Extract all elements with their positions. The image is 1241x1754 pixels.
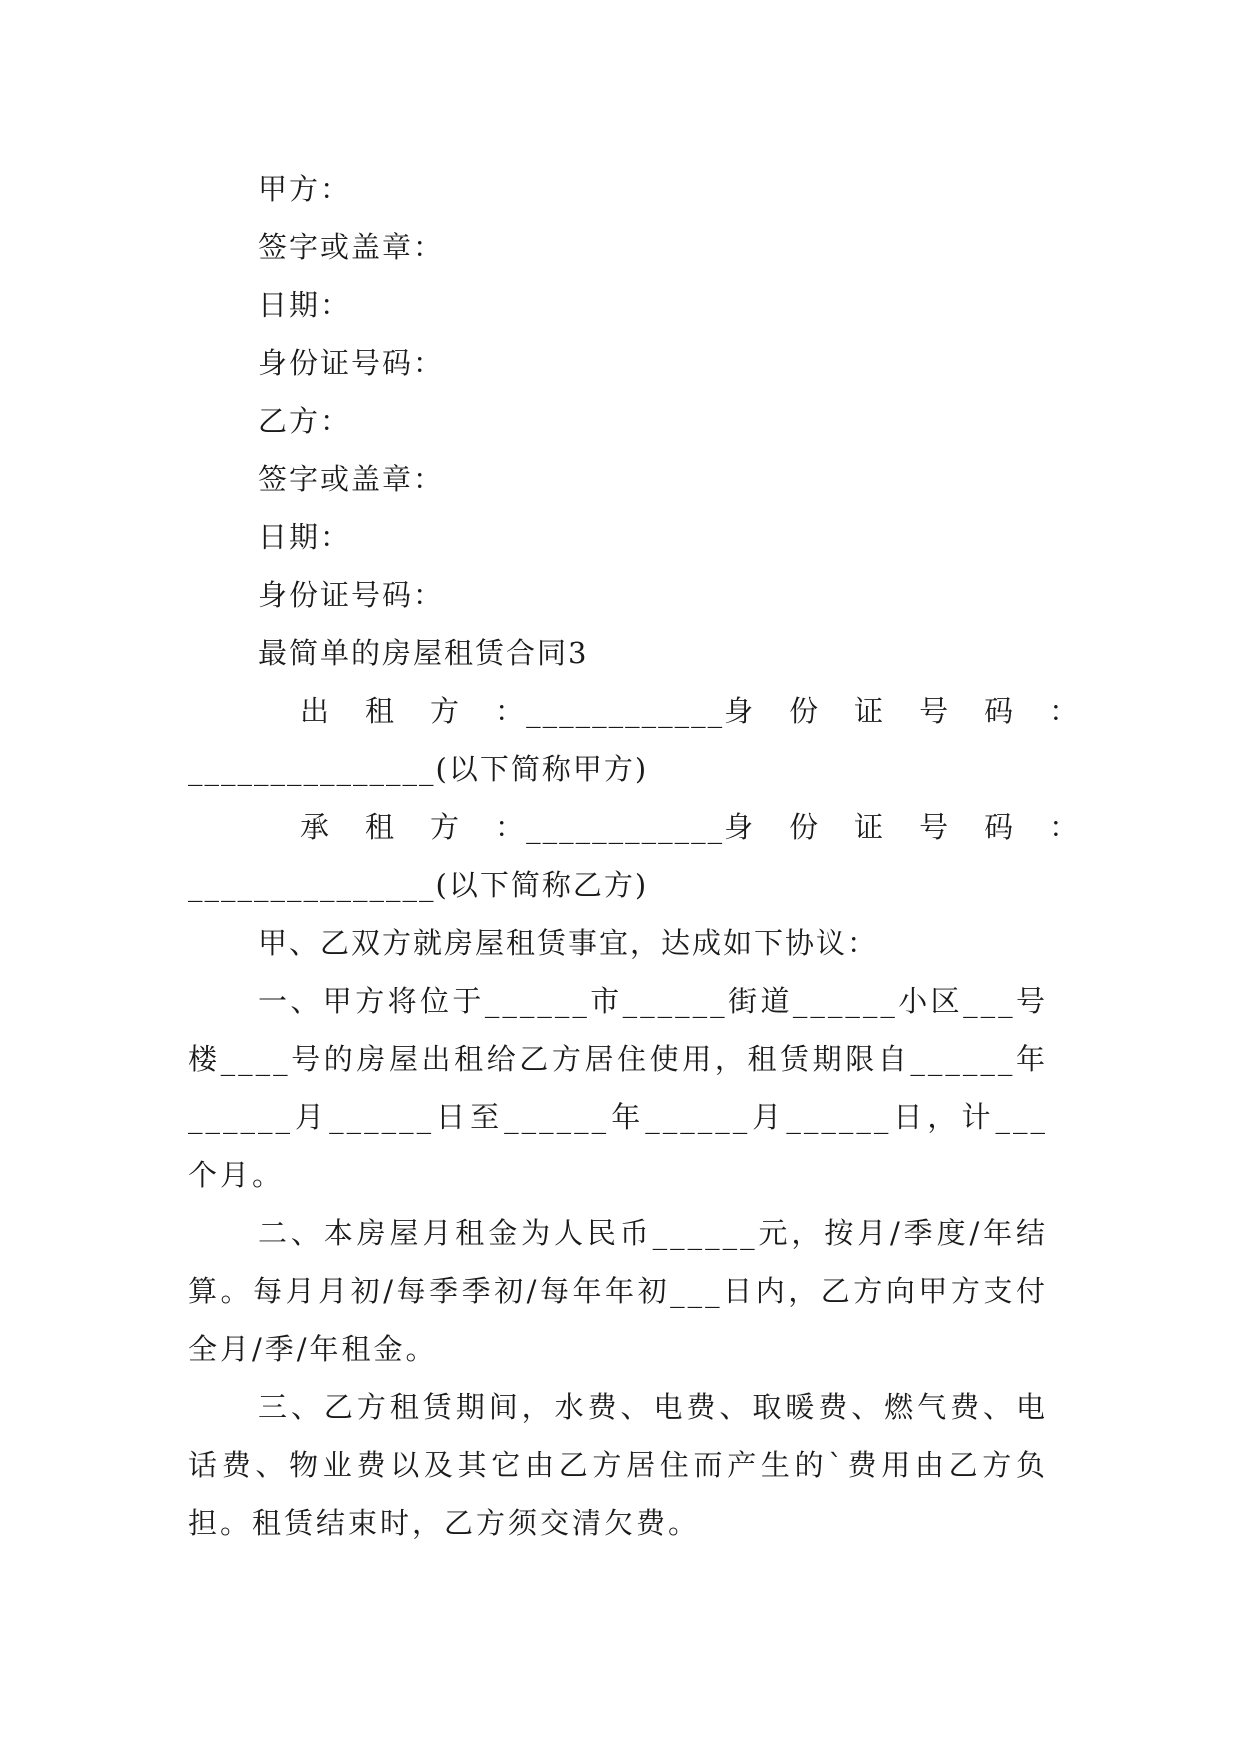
party-a-date: 日期：: [258, 288, 352, 322]
lessor-label: 出 租 方 ：: [300, 694, 527, 728]
lessee-label: 承 租 方 ：: [300, 810, 527, 844]
party-a-label: 甲方：: [258, 172, 352, 206]
party-b-label: 乙方：: [258, 404, 352, 438]
clause-1: 一、甲方将位于______市______街道______小区___号楼____号的房屋出租给乙方居住使用，租赁期限自______年______月______日至______年______月______日，计___个月。: [188, 984, 1048, 1192]
contract-title: 最简单的房屋租赁合同3: [258, 636, 589, 670]
lessor-id-label: 身 份 证 号 码 ：: [724, 694, 1081, 728]
party-b-date: 日期：: [258, 520, 352, 554]
lessor-name-blank: ____________: [526, 694, 725, 728]
lessee-row: [188, 798, 1081, 856]
party-a-signature: 签字或盖章：: [258, 230, 445, 264]
agreement-intro: 甲、乙双方就房屋租赁事宜，达成如下协议：: [258, 926, 879, 960]
party-b-signature: 签字或盖章：: [258, 462, 445, 496]
party-a-id-number: 身份证号码：: [258, 346, 445, 380]
lessee-id-continuation: _______________(以下简称乙方): [188, 868, 649, 902]
document-body: [188, 160, 1081, 1552]
lessee-id-label: 身 份 证 号 码 ：: [724, 810, 1081, 844]
lessor-row: [188, 682, 1081, 740]
lessee-name-blank: ____________: [526, 810, 725, 844]
clause-3: 三、乙方租赁期间，水费、电费、取暖费、燃气费、电话费、物业费以及其它由乙方居住而产生的`费用由乙方负担。租赁结束时，乙方须交清欠费。: [188, 1390, 1048, 1540]
clause-2: 二、本房屋月租金为人民币______元，按月/季度/年结算。每月月初/每季季初/每年年初___日内，乙方向甲方支付全月/季/年租金。: [188, 1216, 1048, 1366]
lessor-id-continuation: _______________(以下简称甲方): [188, 752, 649, 786]
party-b-id-number: 身份证号码：: [258, 578, 445, 612]
